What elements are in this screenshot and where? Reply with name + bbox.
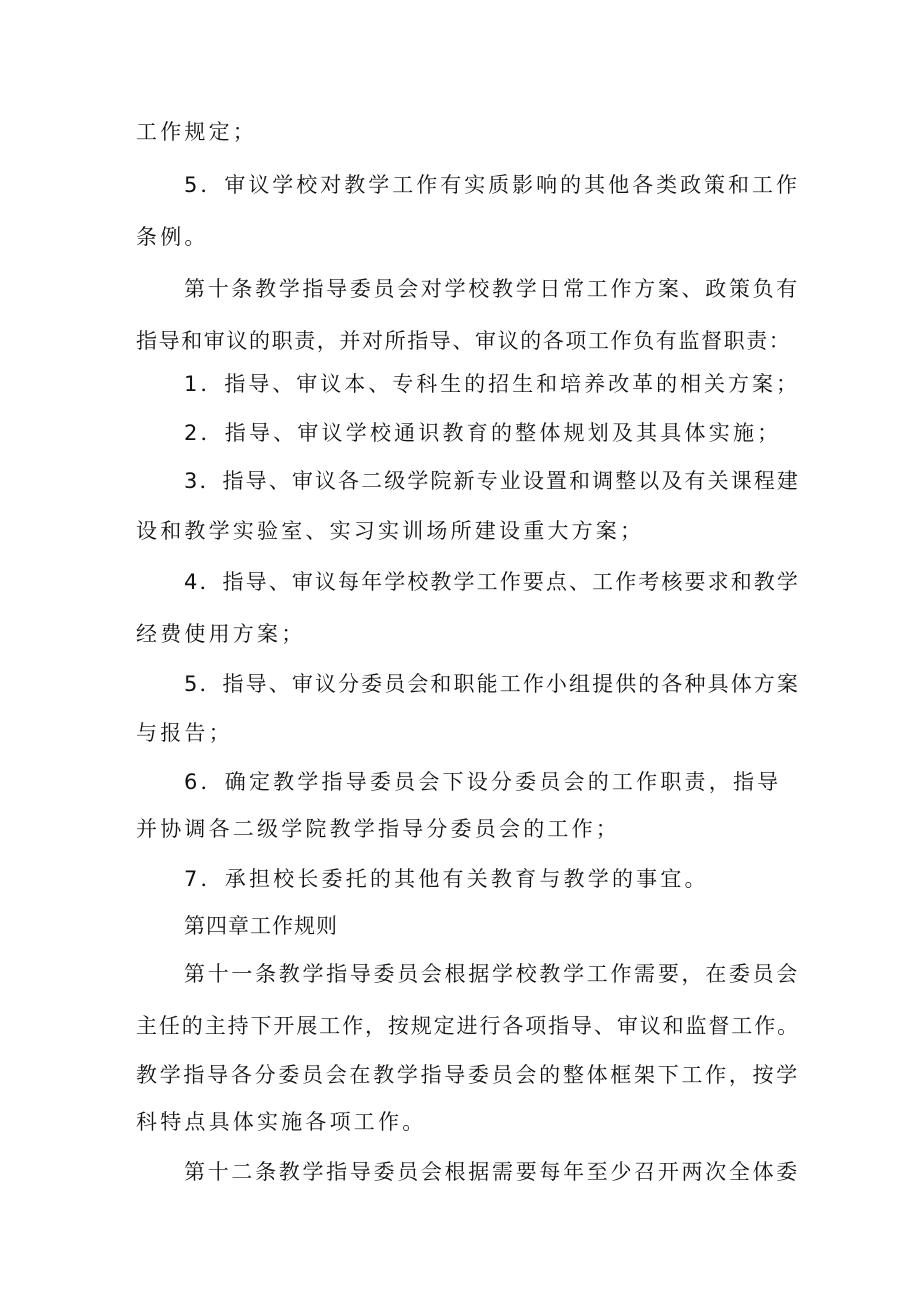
text-line: 教学指导各分委员会在教学指导委员会的整体框架下工作，按学 — [136, 1063, 800, 1087]
text-line: 设和教学实验室、实习实训场所建设重大方案； — [136, 519, 645, 543]
text-line: 5．指导、审议分委员会和职能工作小组提供的各种具体方案 — [184, 672, 800, 696]
section-heading: 第四章工作规则 — [184, 914, 338, 938]
text-line: 第十条教学指导委员会对学校教学日常工作方案、政策负有 — [184, 277, 800, 301]
text-line: 2．指导、审议学校通识教育的整体规划及其具体实施； — [184, 421, 782, 445]
text-line: 第十一条教学指导委员会根据学校教学工作需要，在委员会 — [184, 962, 800, 986]
text-line: 4．指导、审议每年学校教学工作要点、工作考核要求和教学 — [184, 570, 800, 594]
text-line: 经费使用方案； — [136, 622, 306, 646]
text-line: 科特点具体实施各项工作。 — [136, 1110, 427, 1134]
text-line: 并协调各二级学院教学指导分委员会的工作； — [136, 817, 620, 841]
text-line: 指导和审议的职责，并对所指导、审议的各项工作负有监督职责： — [136, 329, 792, 353]
text-line: 主任的主持下开展工作，按规定进行各项指导、审议和监督工作。 — [136, 1014, 800, 1038]
text-line: 1．指导、审议本、专科生的招生和培养改革的相关方案； — [184, 372, 800, 396]
text-line: 7．承担校长委托的其他有关教育与教学的事宜。 — [184, 867, 709, 891]
text-line: 工作规定； — [136, 120, 257, 144]
text-line: 5．审议学校对教学工作有实质影响的其他各类政策和工作 — [184, 173, 800, 197]
text-line: 6．确定教学指导委员会下设分委员会的工作职责，指导 — [184, 770, 782, 794]
text-line: 第十二条教学指导委员会根据需要每年至少召开两次全体委 — [184, 1160, 800, 1184]
text-line: 3．指导、审议各二级学院新专业设置和调整以及有关课程建 — [184, 469, 800, 493]
text-line: 与报告； — [136, 721, 233, 745]
text-line: 条例。 — [136, 225, 209, 249]
